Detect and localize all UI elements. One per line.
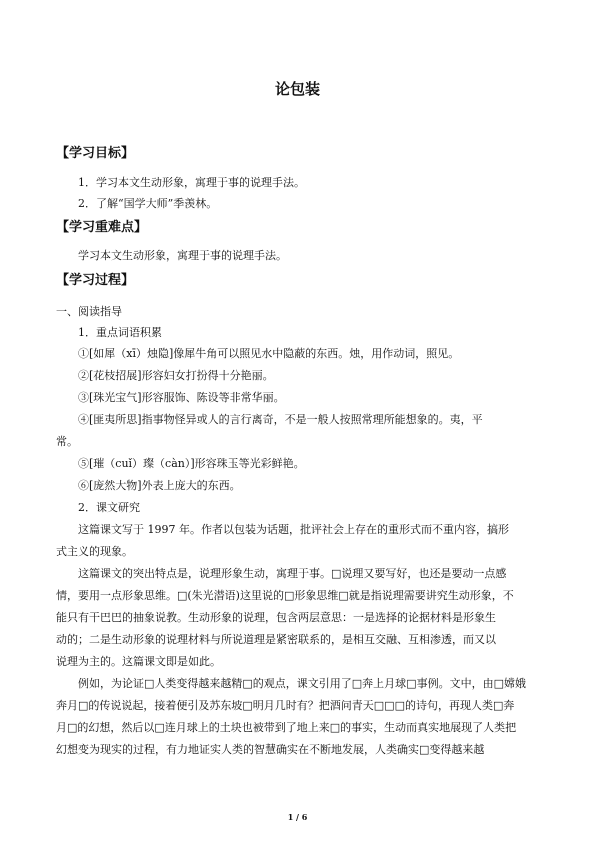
paragraph-line: 例如，为论证□人类变得越来越精□的观点，课文引用了□奔上月球□事例。文中，由□嫦娥: [78, 677, 526, 690]
vocab-item: ②[花枝招展]形容妇女打扮得十分艳丽。: [78, 369, 274, 382]
key-points-heading: 【学习重难点】: [56, 220, 148, 235]
paragraph-line: 奔月□的传说说起，接着便引及苏东坡□明月几时有？把酒问青天□□□的诗句，再现人类□奔: [56, 699, 515, 712]
vocab-item-continued: 常。: [56, 435, 78, 448]
paragraph-line: 这篇课文的突出特点是，说理形象生动，寓理于事。□说理又要写好，也还是要动一点感: [78, 567, 507, 580]
key-points-text: 学习本文生动形象，寓理于事的说理手法。: [78, 249, 287, 262]
process-heading: 【学习过程】: [56, 273, 135, 288]
paragraph-line: 情，要用一点形象思维。□(朱光潜语)这里说的□形象思维□就是指说理需要讲究生动形象，不: [56, 589, 514, 602]
vocab-item: ④[匪夷所思]指事物怪异或人的言行离奇，不是一般人按照常理所能想象的。夷，平: [78, 413, 483, 426]
paragraph-line: 这篇课文写于 1997 年。作者以包装为话题，批评社会上存在的重形式而不重内容，搞形: [78, 523, 509, 536]
vocab-item: ①[如犀（xī）烛隐]像犀牛角可以照见水中隐蔽的东西。烛，用作动词，照见。: [78, 347, 460, 360]
vocab-title: 1．重点词语积累: [78, 326, 162, 339]
paragraph-line: 月□的幻想，然后以□连月球上的土块也被带到了地上来□的事实，生动而真实地展现了人类把: [56, 721, 517, 734]
paragraph-line: 动的；二是生动形象的说理材料与所说道理是紧密联系的，是相互交融、互相渗透，而又以: [56, 633, 496, 646]
goals-heading: 【学习目标】: [56, 146, 135, 161]
page-number: 1 / 6: [287, 812, 308, 822]
paragraph-line: 式主义的现象。: [56, 545, 133, 558]
study-title: 2．课文研究: [78, 501, 140, 514]
paragraph-line: 说理为主的。这篇课文即是如此。: [56, 655, 221, 668]
part-one-title: 一、阅读指导: [56, 305, 122, 318]
goal-item: 2．了解“国学大师”季羡林。: [78, 197, 218, 210]
vocab-item: ⑤[璀（cuǐ）璨（càn）]形容珠玉等光彩鲜艳。: [78, 457, 305, 470]
page-title: 论包装: [274, 80, 320, 98]
goal-item: 1．学习本文生动形象，寓理于事的说理手法。: [78, 176, 305, 189]
vocab-item: ③[珠光宝气]形容服饰、陈设等非常华丽。: [78, 391, 285, 404]
vocab-item: ⑥[庞然大物]外表上庞大的东西。: [78, 479, 241, 492]
paragraph-line: 幻想变为现实的过程，有力地证实人类的智慧确实在不断地发展，人类确实□变得越来越: [56, 743, 485, 756]
paragraph-line: 能只有干巴巴的抽象说教。生动形象的说理，包含两层意思：一是选择的论据材料是形象生: [56, 611, 496, 624]
